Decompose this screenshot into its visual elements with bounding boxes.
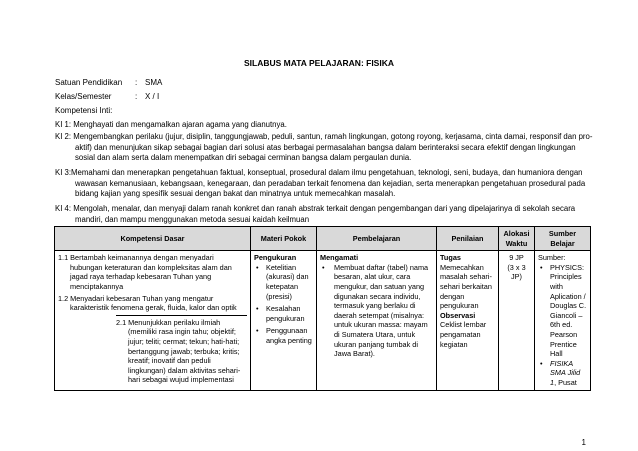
header-pembelajaran: Pembelajaran [317, 227, 437, 251]
header-alokasi-waktu: Alokasi Waktu [499, 227, 535, 251]
sumber-item-physics: • PHYSICS: Principles with Aplication / Douglas C. Giancoli – 6th ed. Pearson Prentice Hall [548, 263, 587, 359]
info-colon: : [135, 78, 138, 87]
kd-item-2-1: 2.1 Menunjukkan perilaku ilmiah (memiliki rasa ingin tahu; objektif; jujur; teliti; cermat; tekun; hati-hati; bertanggung jawab; terbuka; kritis; kreatif; inovatif dan peduli lingkungan) dalam aktivitas sehari-hari sebagai wujud implementasi [116, 315, 247, 385]
sumber-item-fisika-rest: , Pusat [554, 377, 577, 387]
info-value: SMA [145, 78, 163, 87]
sumber-item-fisika-title: FISIKA SMA Jilid 1 [550, 358, 581, 387]
alokasi-jp: 9 JP [509, 253, 524, 263]
info-value: X / I [145, 92, 160, 101]
ki-1 [55, 120, 595, 131]
penilaian-observasi-text: Ceklist lembar pengamatan kegiatan [440, 320, 487, 349]
list-item: • Kesalahan pengukuran [264, 304, 313, 323]
info-colon: : [135, 92, 138, 101]
info-label: Kelas/Semester [55, 92, 112, 101]
kd-item-1-2: 1.2 Menyadari kebesaran Tuhan yang mengatur karakteristik fenomena gerak, fluida, kalor dan optik [58, 293, 237, 313]
ki-text: KI 1: Menghayati dan mengamalkan ajaran agama yang dianutnya. [55, 120, 287, 129]
document-title: SILABUS MATA PELAJARAN: FISIKA [243, 58, 394, 68]
ki-3 [55, 168, 595, 200]
list-item: • Ketelitian (akurasi) dan ketepatan (presisi) [264, 263, 313, 301]
cell-kompetensi-dasar [55, 251, 251, 390]
cell-pembelajaran [317, 251, 437, 390]
ki-text: KI 4: Mengolah, menalar, dan menyaji dalam ranah konkret dan ranah abstrak terkait dengan pengembangan dari yang dipelajarinya di sekolah secara [55, 204, 576, 213]
table-header-row [55, 227, 591, 251]
ki-continuation: mandiri, dan mampu menggunakan metoda sesuai kaidah keilmuan [75, 214, 310, 224]
cell-sumber-belajar [535, 251, 591, 390]
cell-materi-pokok [251, 251, 317, 390]
alokasi-detail: (3 x 3 JP) [507, 262, 526, 282]
header-penilaian: Penilaian [437, 227, 499, 251]
ki-2 [55, 132, 595, 164]
sumber-heading: Sumber: [538, 253, 566, 263]
sumber-item-fisika [548, 359, 587, 388]
ki-text: KI 2: Mengembangkan perilaku (jujur, disiplin, tanggungjawab, peduli, santun, ramah lingkungan, gotong royong, kerjasama, cinta damai, responsif dan pro- [55, 132, 593, 141]
header-kompetensi-dasar: Kompetensi Dasar [55, 227, 251, 251]
sumber-list [538, 263, 587, 388]
penilaian-heading: Tugas [440, 253, 461, 263]
list-item: • Penggunaan angka penting [264, 326, 313, 345]
ki-4 [55, 204, 595, 225]
penilaian-observasi: Observasi [440, 310, 476, 320]
header-materi-pokok: Materi Pokok [251, 227, 317, 251]
cell-penilaian [437, 251, 499, 390]
ki-text: KI 3:Memahami dan menerapkan pengetahuan faktual, konseptual, prosedural dalam ilmu pengetahuan, teknologi, seni, budaya, dan humaniora dengan [55, 168, 583, 177]
info-kelas [55, 92, 159, 102]
page-number: 1 [581, 438, 586, 447]
ki-continuation: aktif) dan menunjukan sikap sebagai bagian dari solusi atas berbagai permasalahan bangsa dalam berinteraksi secara efektif dengan lingkungan sosial dan alam serta dalam menempatkan diri sebagai cerminan bangsa dalam pergaulan dunia. [75, 142, 576, 162]
pembelajaran-item: • Membuat daftar (tabel) nama besaran, alat ukur, cara mengukur, dan satuan yang digunakan secara individu, termasuk yang berlaku di daerah setempat (misalnya: untuk ukuran massa: mayam di Sumatera Utara, untuk ukuran panjang tumbak di Jawa Barat). [320, 263, 433, 359]
ki-heading: Kompetensi Inti: [55, 106, 113, 115]
materi-heading: Pengukuran [254, 253, 297, 263]
syllabus-table [54, 226, 591, 391]
header-sumber-belajar: Sumber Belajar [535, 227, 591, 251]
info-label: Satuan Pendidikan [55, 78, 123, 87]
table-row [55, 251, 591, 390]
cell-alokasi-waktu [499, 251, 535, 390]
pembelajaran-heading: Mengamati [320, 253, 359, 263]
penilaian-text: Memecahkan masalah sehari-sehari berkaitan dengan pengukuran [440, 262, 492, 311]
kd-item-1-1: 1.1 Bertambah keimanannya dengan menyadari hubungan keteraturan dan kompleksitas alam dan jagad raya terhadap kebesaran Tuhan yang menciptakannya [58, 253, 232, 291]
materi-list [254, 263, 313, 346]
ki-continuation: wawasan kemanusiaan, kebangsaan, kenegaraan, dan peradaban terkait fenomena dan kejadian, serta menerapkan pengetahuan prosedural pada bidang kajian yang spesifik sesuai dengan bakat dan minatnya untuk memecahkan masalah. [75, 178, 586, 198]
info-satuan [55, 78, 162, 88]
